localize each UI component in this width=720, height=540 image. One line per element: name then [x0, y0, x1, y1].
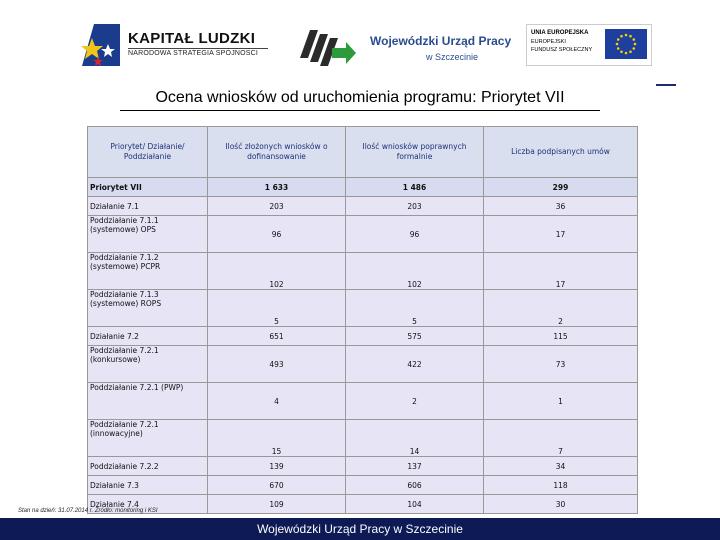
cell-correct: 422: [346, 346, 484, 383]
cell-contracts: 17: [484, 253, 638, 290]
cell-submitted: 670: [208, 476, 346, 495]
header-correct: Ilość wniosków poprawnych formalnie: [346, 127, 484, 178]
cell-contracts: 115: [484, 327, 638, 346]
slide-title: Ocena wniosków od uruchomienia programu: Priorytet VII: [155, 89, 565, 106]
table-row: [88, 476, 638, 495]
wup-city: w Szczecinie: [426, 52, 479, 62]
row-label: Działanie 7.4: [88, 495, 208, 514]
kapital-ludzki-divider: [128, 48, 268, 49]
cell-submitted: 15: [208, 420, 346, 457]
eu-fund-label-1: EUROPEJSKI: [531, 39, 566, 45]
table-header-row: [88, 127, 638, 178]
eu-flag-icon: [605, 29, 647, 59]
table-row: [88, 197, 638, 216]
kapital-ludzki-title: KAPITAŁ LUDZKI: [128, 30, 256, 47]
corner-accent-bar: [656, 84, 676, 86]
row-label: Poddziałanie 7.1.3 (systemowe) ROPS: [88, 290, 208, 327]
header-contracts: Liczba podpisanych umów: [484, 127, 638, 178]
row-label: Poddziałanie 7.2.2: [88, 457, 208, 476]
header-submitted: Ilość złożonych wniosków o dofinansowanie: [208, 127, 346, 178]
cell-submitted: 4: [208, 383, 346, 420]
cell-submitted: 651: [208, 327, 346, 346]
cell-contracts: 36: [484, 197, 638, 216]
table-row: [88, 346, 638, 383]
eu-fund-label-2: FUNDUSZ SPOŁECZNY: [531, 47, 593, 53]
cell-contracts: 34: [484, 457, 638, 476]
cell-contracts: 17: [484, 216, 638, 253]
cell-correct: 104: [346, 495, 484, 514]
eu-logo: [526, 24, 652, 66]
row-label: Poddziałanie 7.1.1 (systemowe) OPS: [88, 216, 208, 253]
table-row: [88, 216, 638, 253]
cell-submitted: 493: [208, 346, 346, 383]
footer-text: Wojewódzki Urząd Pracy w Szczecinie: [257, 522, 463, 536]
cell-correct: 1 486: [346, 178, 484, 197]
cell-correct: 575: [346, 327, 484, 346]
cell-correct: 96: [346, 216, 484, 253]
cell-correct: 606: [346, 476, 484, 495]
cell-contracts: 2: [484, 290, 638, 327]
eu-union-label: UNIA EUROPEJSKA: [531, 30, 589, 36]
table-row: [88, 178, 638, 197]
cell-correct: 137: [346, 457, 484, 476]
row-label: Działanie 7.2: [88, 327, 208, 346]
wup-name: Wojewódzki Urząd Pracy: [370, 34, 512, 48]
cell-submitted: 96: [208, 216, 346, 253]
header-priority: Priorytet/ Działanie/ Poddziałanie: [88, 127, 208, 178]
title-underline: [120, 110, 600, 111]
table-row: [88, 327, 638, 346]
table-row: [88, 420, 638, 457]
cell-correct: 5: [346, 290, 484, 327]
cell-correct: 14: [346, 420, 484, 457]
cell-contracts: 299: [484, 178, 638, 197]
table-row: [88, 290, 638, 327]
priority-table: [87, 126, 638, 514]
cell-contracts: 118: [484, 476, 638, 495]
kapital-ludzki-subtitle: NARODOWA STRATEGIA SPÓJNOŚCI: [128, 50, 259, 57]
cell-submitted: 203: [208, 197, 346, 216]
cell-correct: 102: [346, 253, 484, 290]
row-label: Poddziałanie 7.2.1 (PWP): [88, 383, 208, 420]
wup-mark-icon: [296, 24, 358, 68]
cell-correct: 2: [346, 383, 484, 420]
row-label: Poddziałanie 7.1.2 (systemowe) PCPR: [88, 253, 208, 290]
row-label: Poddziałanie 7.2.1 (konkursowe): [88, 346, 208, 383]
cell-contracts: 7: [484, 420, 638, 457]
cell-submitted: 102: [208, 253, 346, 290]
table-row: [88, 383, 638, 420]
row-label: Działanie 7.3: [88, 476, 208, 495]
table-row: [88, 495, 638, 514]
cell-submitted: 1 633: [208, 178, 346, 197]
kapital-ludzki-logo: [80, 22, 270, 70]
cell-contracts: 73: [484, 346, 638, 383]
cell-submitted: 5: [208, 290, 346, 327]
source-footnote: Stan na dzień: 31.07.2014 r. Źródło: monitoring i KSI: [18, 508, 158, 514]
table-row: [88, 457, 638, 476]
cell-submitted: 139: [208, 457, 346, 476]
cell-correct: 203: [346, 197, 484, 216]
kapital-ludzki-star-icon: [80, 22, 124, 70]
cell-contracts: 30: [484, 495, 638, 514]
cell-submitted: 109: [208, 495, 346, 514]
row-label: Poddziałanie 7.2.1 (innowacyjne): [88, 420, 208, 457]
row-label: Działanie 7.1: [88, 197, 208, 216]
wup-logo: [296, 22, 512, 70]
cell-contracts: 1: [484, 383, 638, 420]
row-label: Priorytet VII: [88, 178, 208, 197]
table-row: [88, 253, 638, 290]
